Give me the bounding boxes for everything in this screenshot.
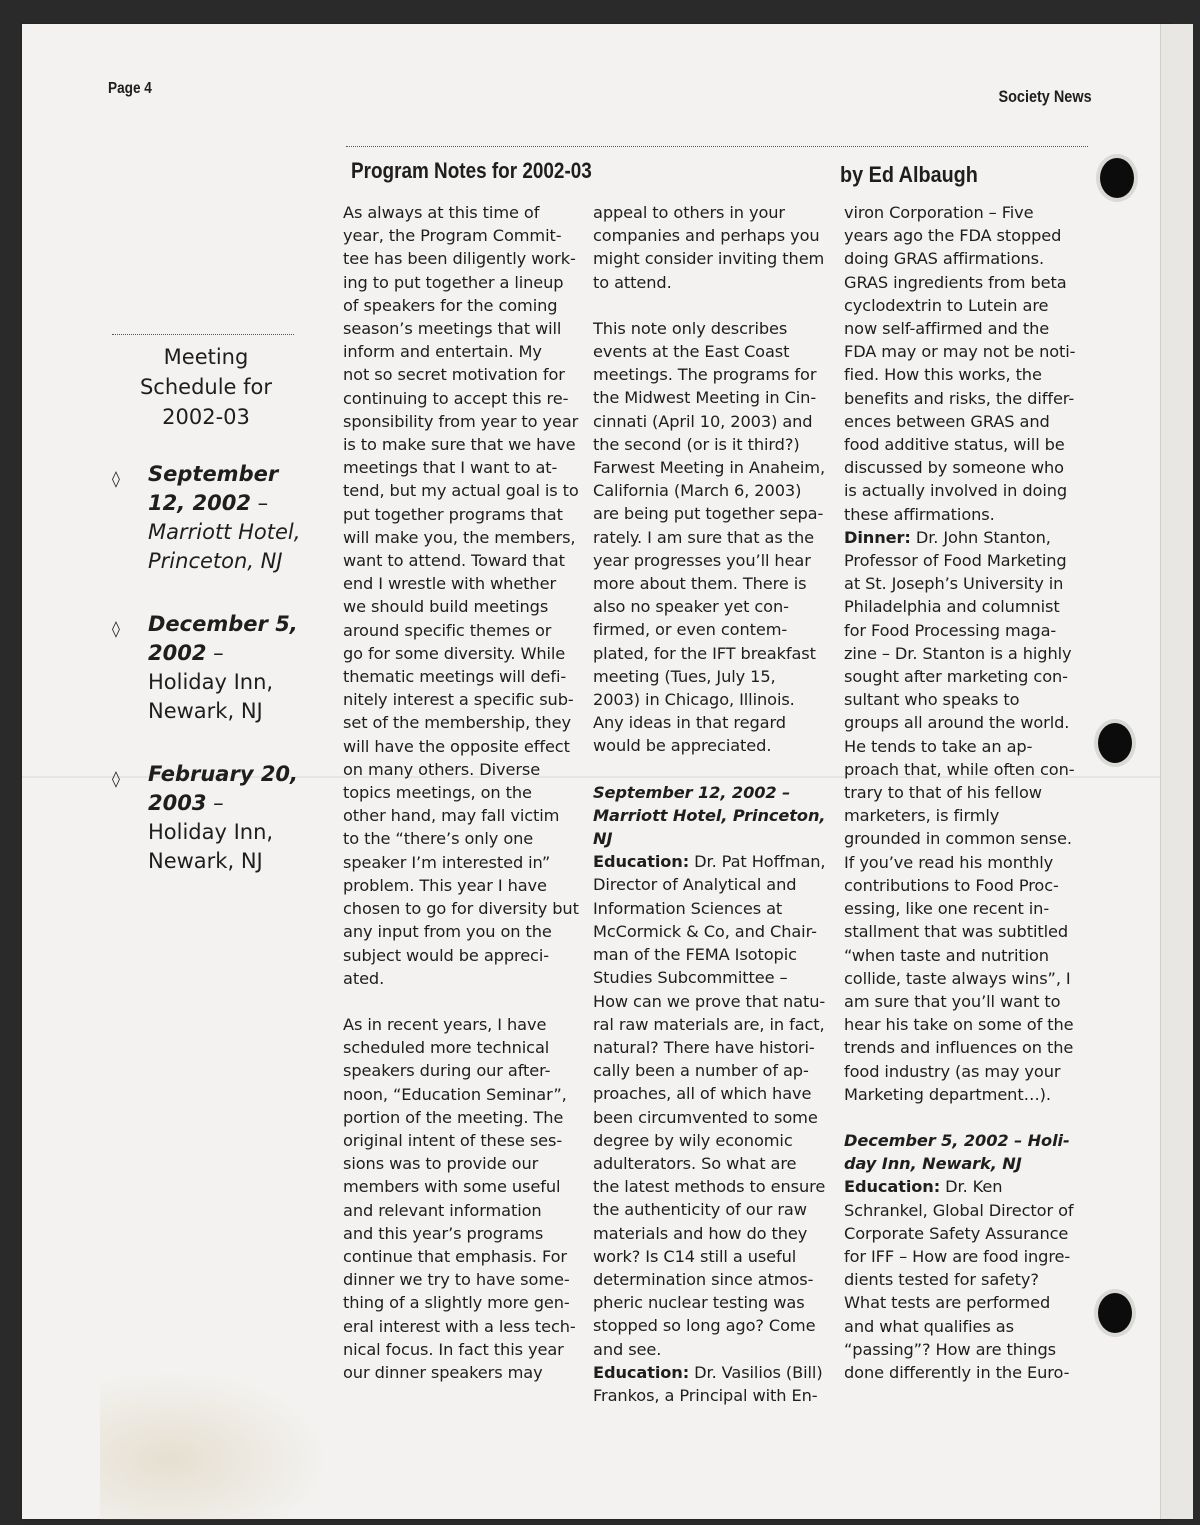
schedule-venue: Holiday Inn, Newark, NJ (148, 670, 274, 723)
schedule-list (112, 460, 302, 910)
page-number: Page 4 (108, 80, 152, 97)
schedule-date: December 5, 2002 (148, 612, 298, 665)
schedule-separator: – (206, 791, 224, 815)
schedule-item (112, 760, 302, 876)
dinner-label: Dinner: (844, 527, 911, 547)
schedule-item (112, 460, 302, 576)
schedule-separator: – (250, 491, 269, 515)
diamond-bullet-icon: ◊ (112, 469, 120, 488)
binder-hole-top (1100, 158, 1134, 198)
education-text: Dr. Ken Schrankel, Global Director of Corporate Safety Assurance for IFF – How are food ingre- dients tested for safety? What tests are performed and what qualifies as “passing”? How are things done differently in the Euro- (844, 1177, 1074, 1382)
article-title: Program Notes for 2002-03 (351, 158, 592, 183)
education-label: Education: (844, 1177, 941, 1197)
schedule-separator: – (206, 641, 224, 665)
meeting-subhead: September 12, 2002 – Marriott Hotel, Princeton, NJ (593, 782, 826, 849)
diamond-bullet-icon: ◊ (112, 769, 120, 788)
article-column-2 (593, 201, 831, 1407)
education-text: Dr. Vasilios (Bill) Frankos, a Principal with En- (593, 1362, 823, 1405)
paragraph: As always at this time of year, the Program Commit- tee has been diligently work- ing to put together a lineup of speakers for the coming season’s meetings that will inform and entertain. My not so secret motivation for continuing to accept this re- sponsibility from year to year is to make sure that we have meetings that I want to at- tend, but my actual goal is to put together programs that will make you, the members, want to attend. Toward that end I wrestle with whether we should build meetings around specific themes or go for some diversity. While thematic meetings will defi- nitely interest a specific sub- set of the membership, they will have the opposite effect on many others. Diverse topics meetings, on the other hand, may fall victim to the “there’s only one speaker I’m interested in” problem. This year I have chosen to go for diversity but any input from you on the subject would be appreci- ated. (343, 203, 579, 988)
facing-page-edge (1160, 24, 1193, 1519)
education-text: Dr. Pat Hoffman, Director of Analytical and Information Sciences at McCormick & Co, and Chair- man of the FEMA Isotopic Studies Subcommittee – How can we prove that natu- ral raw materials are, in fact, natural? There have histori- cally been a number of ap- proaches, all of which have been circumvented to some degree by wily economic adulterators. So what are the latest methods to ensure the authenticity of our raw materials and how do they work? Is C14 still a useful determination since atmos- pheric nuclear testing was stopped so long ago? Come and see. (593, 852, 826, 1359)
paragraph (593, 850, 831, 1360)
binder-hole-bottom (1098, 1293, 1132, 1333)
meeting-subhead: December 5, 2002 – Holi- day Inn, Newark, NJ (844, 1130, 1070, 1174)
education-label: Education: (593, 1362, 690, 1382)
schedule-venue: Marriott Hotel, Princeton, NJ (148, 520, 301, 573)
dinner-text: Dr. John Stanton, Professor of Food Marketing at St. Joseph’s University in Philadelphia and columnist for Food Processing maga- zine – Dr. Stanton is a highly sought after marketing con- sultant who speaks to groups all around the world. He tends to take an ap- proach that, while often con- trary to that of his fellow marketers, is firmly grounded in common sense. If you’ve read his monthly contributions to Food Proc- essing, like one recent in- stallment that was subtitled “when taste and nutrition collide, taste always wins”, I am sure that you’ll want to hear his take on some of the trends and influences on the food industry (as may your Marketing department…). (844, 527, 1075, 1104)
binder-hole-middle (1098, 723, 1132, 763)
schedule-date: September 12, 2002 (148, 462, 279, 515)
top-dotted-rule (346, 146, 1088, 147)
paragraph (844, 1175, 1080, 1384)
paragraph (593, 1361, 831, 1407)
schedule-venue: Holiday Inn, Newark, NJ (148, 820, 274, 873)
article-column-3 (844, 201, 1080, 1384)
article-column-1 (343, 201, 579, 1384)
education-label: Education: (593, 852, 690, 872)
paragraph (844, 526, 1080, 1106)
paragraph: viron Corporation – Five years ago the FDA stopped doing GRAS affirmations. GRAS ingredients from beta cyclodextrin to Lutein are now self-affirmed and the FDA may or may not be noti- fied. How this works, the benefits and risks, the differ- ences between GRAS and food additive status, will be discussed by someone who is actually involved in doing these affirmations. (844, 203, 1076, 524)
schedule-title: Meeting Schedule for 2002-03 (139, 345, 273, 429)
publication-name: Society News (998, 87, 1092, 106)
paragraph: appeal to others in your companies and perhaps you might consider inviting them to attend. (593, 203, 825, 292)
article-byline: by Ed Albaugh (840, 162, 978, 187)
schedule-item (112, 610, 302, 726)
paragraph: This note only describes events at the East Coast meetings. The programs for the Midwest Meeting in Cin- cinnati (April 10, 2003) and the second (or is it third?) Farwest Meeting in Anaheim, California (March 6, 2003) are being put together sepa- rately. I am sure that as the year progresses you’ll hear more about them. There is also no speaker yet con- firmed, or even contem- plated, for the IFT breakfast meeting (Tues, July 15, 2003) in Chicago, Illinois. Any ideas in that regard would be appreciated. (593, 318, 826, 756)
diamond-bullet-icon: ◊ (112, 619, 120, 638)
schedule-date: February 20, 2003 (148, 762, 299, 815)
paragraph: As in recent years, I have scheduled more technical speakers during our after- noon, “Education Seminar”, portion of the meeting. The original intent of these ses- sions was to provide our members with some useful and relevant information and this year’s programs continue that emphasis. For dinner we try to have some- thing of a slightly more gen- eral interest with a less tech- nical focus. In fact this year our dinner speakers may (343, 1014, 576, 1382)
water-stain (100, 1370, 330, 1520)
sidebar-dotted-rule (112, 334, 294, 335)
